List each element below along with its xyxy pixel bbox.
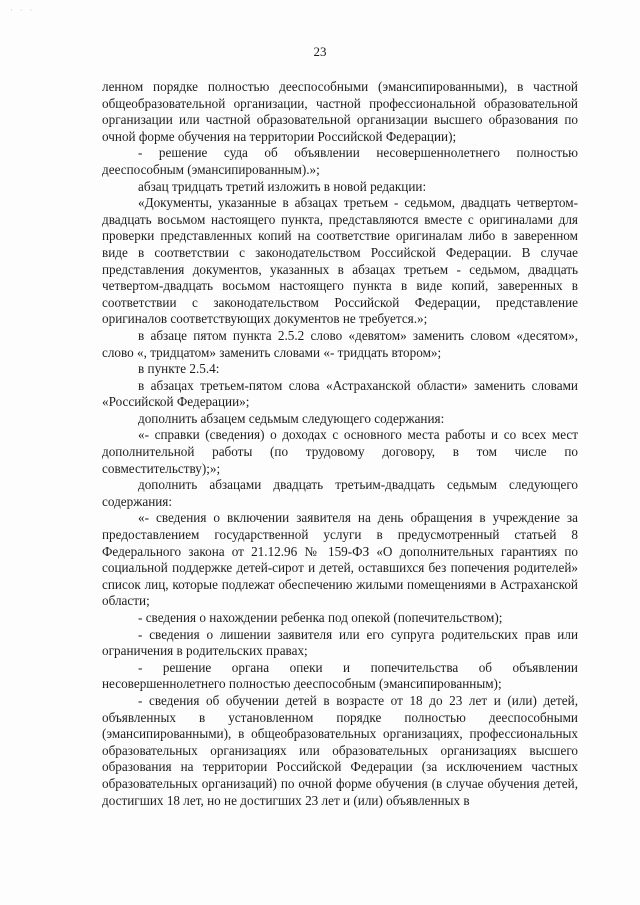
paragraph: дополнить абзацем седьмым следующего содержания: [138,410,445,426]
paragraph: - сведения о лишении заявителя или его супруга родительских прав или ограничения в родительских правах; [102,626,578,659]
paragraph: в абзацах третьем-пятом слова «Астраханской области» заменить словами «Российской Федерации»; [102,377,578,410]
scan-marks: · · · [10,6,35,16]
paragraph: «Документы, указанные в абзацах третьем - седьмом, двадцать четвертом-двадцать восьмом настоящего пункта, представляются вместе с оригиналами для проверки представленных копий на соответствие оригиналам либо в заверенном виде в соответствии с законодательством Российской Федерации. В случае представления документов, указанных в абзацах третьем - седьмом, двадцать четвертом-двадцать восьмом настоящего пункта в виде копий, заверенных в соответствии с законодательством Российской Федерации, представление оригиналов соответствующих документов не требуется.»; [102,195,578,327]
paragraph: - решение суда об объявлении несовершеннолетнего полностью дееспособным (эмансипированным).»; [102,145,578,177]
paragraph: «- сведения о включении заявителя на день обращения в учреждение за предоставлением государственной услуги в предусмотренный статьей 8 Федерального закона от 21.12.96 № 159-ФЗ «О дополнительных гарантиях по социальной поддержке детей-сирот и детей, оставшихся без попечения родителей» список лиц, которые подлежат обеспечению жилыми помещениями в Астраханской области; [102,510,578,609]
paragraph: - решение органа опеки и попечительства об объявлении несовершеннолетнего полностью дееспособным (эмансипированным); [102,659,578,692]
document-body [102,79,578,809]
paragraph: абзац тридцать третий изложить в новой редакции: [138,178,427,194]
paragraph: «- справки (сведения) о доходах с основного места работы и со всех мест дополнительной работы (по трудовому договору, в том числе по совместительству);»; [102,427,578,476]
paragraph: в пункте 2.5.4: [138,361,220,377]
paragraph: - сведения об обучении детей в возрасте от 18 до 23 лет и (или) детей, объявленных в установленном порядке полностью дееспособными (эмансипированными), в общеобразовательных организациях, профессиональных образовательных организациях или образовательных организациях высшего образования на территории Российской Федерации (за исключением частных образовательных организаций) по очной форме обучения (в случае обучения детей, достигших 18 лет, но не достигших 23 лет и (или) объявленных в [102,692,578,808]
paragraph: ленном порядке полностью дееспособными (эмансипированными), в частной общеобразовательной организации, частной профессиональной образовательной организации или частной образовательной организации высшего образования по очной форме обучения на территории Российской Федерации); [102,79,578,144]
paragraph: - сведения о нахождении ребенка под опекой (попечительством); [138,610,503,625]
paragraph: дополнить абзацами двадцать третьим-двадцать седьмым следующего содержания: [102,477,578,509]
paragraph: в абзаце пятом пункта 2.5.2 слово «девятом» заменить словом «десятом», слово «, тридцатом» заменить словами «- тридцать втором»; [102,327,578,360]
page-number: 23 [313,44,327,59]
